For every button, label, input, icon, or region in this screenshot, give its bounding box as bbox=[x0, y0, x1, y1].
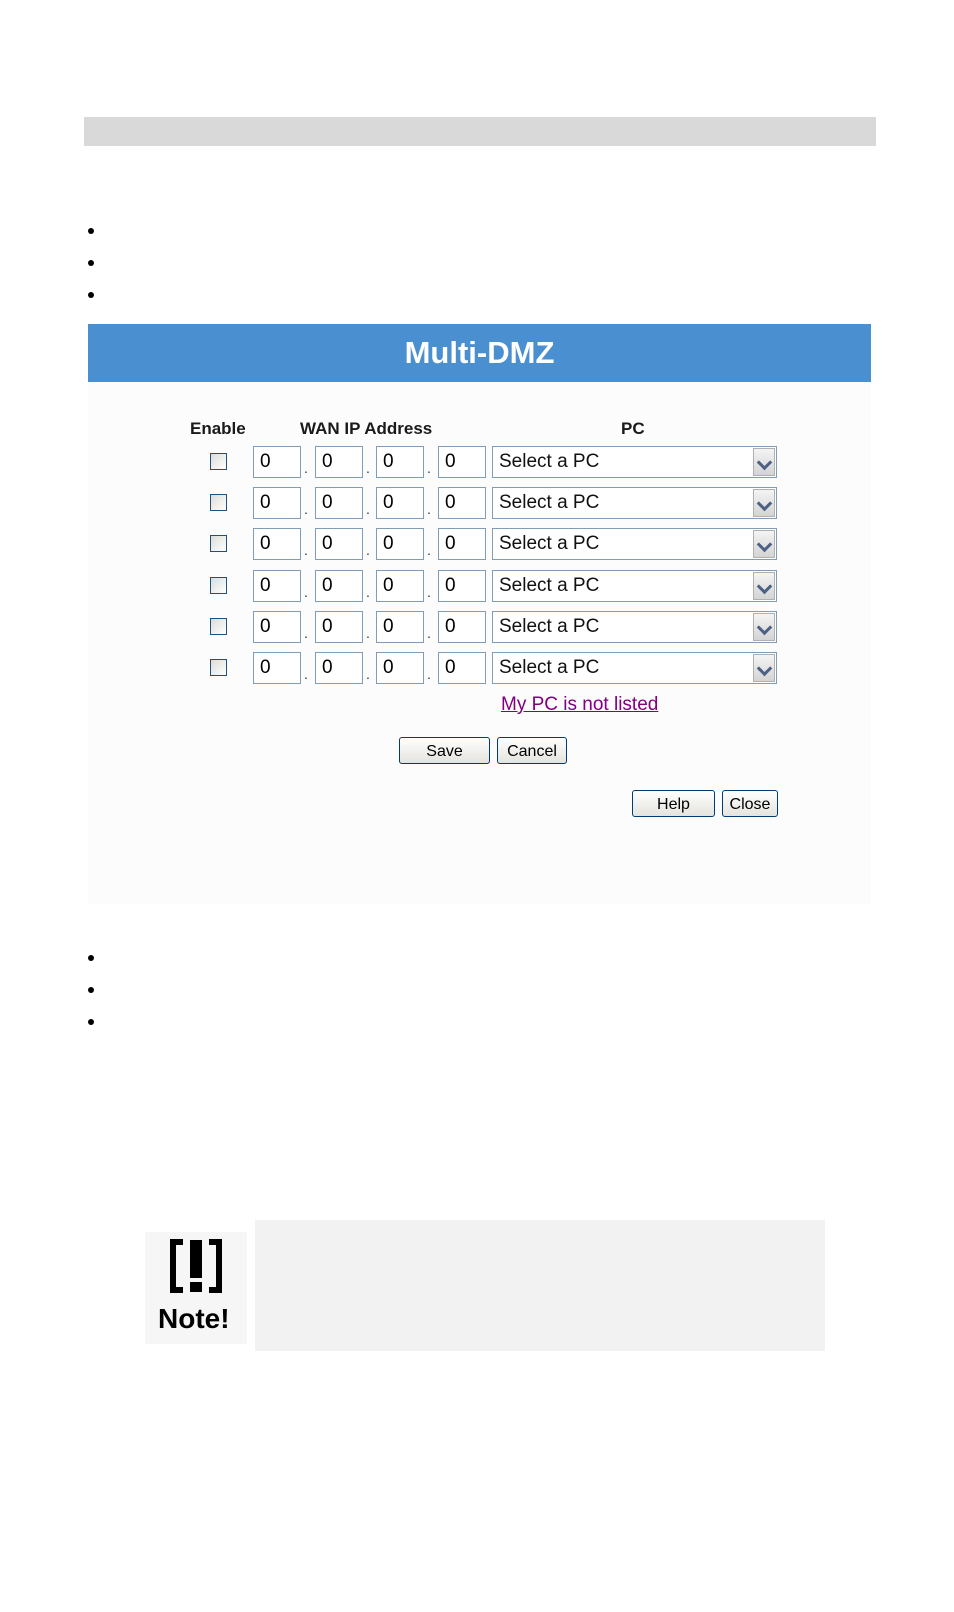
ip-separator: . bbox=[427, 583, 431, 600]
ip-separator: . bbox=[366, 583, 370, 600]
pc-select[interactable] bbox=[492, 652, 777, 684]
wan-ip-column-header: WAN IP Address bbox=[300, 419, 433, 438]
ip-separator: . bbox=[366, 501, 370, 518]
chevron-down-icon[interactable] bbox=[753, 613, 775, 641]
ip-separator: . bbox=[427, 666, 431, 682]
pc-select[interactable] bbox=[492, 570, 777, 602]
ip-separator: . bbox=[304, 583, 308, 600]
section-heading-bar bbox=[84, 117, 876, 146]
chevron-down-icon[interactable] bbox=[753, 572, 775, 600]
enable-checkbox[interactable] bbox=[210, 494, 227, 511]
pc-select-value: Select a PC bbox=[499, 451, 600, 472]
wan-ip-octet-input[interactable]: 0 bbox=[315, 570, 363, 602]
wan-ip-octet-input[interactable]: 0 bbox=[315, 487, 363, 519]
ip-separator: . bbox=[427, 624, 431, 641]
cancel-button[interactable]: Cancel bbox=[497, 737, 567, 764]
wan-ip-octet-input[interactable]: 0 bbox=[438, 611, 486, 643]
ip-separator: . bbox=[366, 542, 370, 559]
wan-ip-octet-input[interactable]: 0 bbox=[253, 487, 301, 519]
enable-checkbox[interactable] bbox=[210, 618, 227, 635]
chevron-down-icon[interactable] bbox=[753, 654, 775, 682]
pc-select-value: Select a PC bbox=[499, 492, 600, 514]
ip-separator: . bbox=[366, 624, 370, 641]
chevron-down-icon[interactable] bbox=[753, 530, 775, 558]
wan-ip-octet-input[interactable]: 0 bbox=[315, 611, 363, 643]
ip-separator: . bbox=[427, 460, 431, 476]
wan-ip-octet-input[interactable]: 0 bbox=[438, 652, 486, 684]
chevron-down-icon[interactable] bbox=[753, 489, 775, 517]
pc-select[interactable] bbox=[492, 487, 777, 519]
wan-ip-octet-input[interactable]: 0 bbox=[253, 528, 301, 560]
pc-select-value: Select a PC bbox=[499, 574, 600, 596]
wan-ip-octet-input[interactable]: 0 bbox=[315, 446, 363, 478]
save-button[interactable]: Save bbox=[399, 737, 490, 764]
wan-ip-octet-input[interactable]: 0 bbox=[315, 528, 363, 560]
note-text-box bbox=[255, 1220, 825, 1351]
ip-separator: . bbox=[304, 624, 308, 641]
wan-ip-octet-input[interactable]: 0 bbox=[253, 652, 301, 684]
enable-checkbox[interactable] bbox=[210, 453, 227, 470]
enable-checkbox[interactable] bbox=[210, 659, 227, 676]
ip-separator: . bbox=[427, 501, 431, 518]
wan-ip-octet-input[interactable]: 0 bbox=[376, 652, 424, 684]
pc-select-value: Select a PC bbox=[499, 533, 600, 555]
dmz-row bbox=[88, 487, 871, 519]
dmz-row bbox=[88, 528, 871, 560]
wan-ip-octet-input[interactable]: 0 bbox=[253, 570, 301, 602]
wan-ip-octet-input[interactable]: 0 bbox=[253, 446, 301, 478]
wan-ip-octet-input[interactable]: 0 bbox=[438, 528, 486, 560]
wan-ip-octet-input[interactable]: 0 bbox=[438, 446, 486, 478]
pc-select-value: Select a PC bbox=[499, 657, 600, 678]
wan-ip-octet-input[interactable]: 0 bbox=[438, 487, 486, 519]
enable-checkbox[interactable] bbox=[210, 577, 227, 594]
my-pc-not-listed-link[interactable]: My PC is not listed bbox=[501, 694, 659, 715]
ip-separator: . bbox=[304, 501, 308, 518]
pc-select[interactable] bbox=[492, 446, 777, 478]
wan-ip-octet-input[interactable]: 0 bbox=[376, 611, 424, 643]
wan-ip-octet-input[interactable]: 0 bbox=[376, 487, 424, 519]
enable-column-header: Enable bbox=[190, 419, 246, 438]
wan-ip-octet-input[interactable]: 0 bbox=[315, 652, 363, 684]
enable-checkbox[interactable] bbox=[210, 535, 227, 552]
wan-ip-octet-input[interactable]: 0 bbox=[438, 570, 486, 602]
dmz-row bbox=[88, 652, 871, 684]
pc-select[interactable] bbox=[492, 611, 777, 643]
panel-title: Multi-DMZ bbox=[88, 324, 871, 382]
ip-separator: . bbox=[366, 460, 370, 476]
wan-ip-octet-input[interactable]: 0 bbox=[253, 611, 301, 643]
ip-separator: . bbox=[304, 666, 308, 682]
chevron-down-icon[interactable] bbox=[753, 448, 775, 476]
ip-separator: . bbox=[304, 542, 308, 559]
pc-select-value: Select a PC bbox=[499, 615, 600, 637]
dmz-row bbox=[88, 570, 871, 602]
wan-ip-octet-input[interactable]: 0 bbox=[376, 570, 424, 602]
ip-separator: . bbox=[366, 666, 370, 682]
help-button[interactable]: Help bbox=[632, 790, 715, 817]
wan-ip-octet-input[interactable]: 0 bbox=[376, 446, 424, 478]
ip-separator: . bbox=[427, 542, 431, 559]
pc-column-header: PC bbox=[621, 419, 645, 438]
multi-dmz-panel bbox=[88, 324, 871, 904]
close-button[interactable]: Close bbox=[722, 790, 778, 817]
dmz-row bbox=[88, 446, 871, 478]
dmz-row bbox=[88, 611, 871, 643]
ip-separator: . bbox=[304, 460, 308, 476]
pc-select[interactable] bbox=[492, 528, 777, 560]
note-label: Note! bbox=[158, 1303, 230, 1334]
wan-ip-octet-input[interactable]: 0 bbox=[376, 528, 424, 560]
